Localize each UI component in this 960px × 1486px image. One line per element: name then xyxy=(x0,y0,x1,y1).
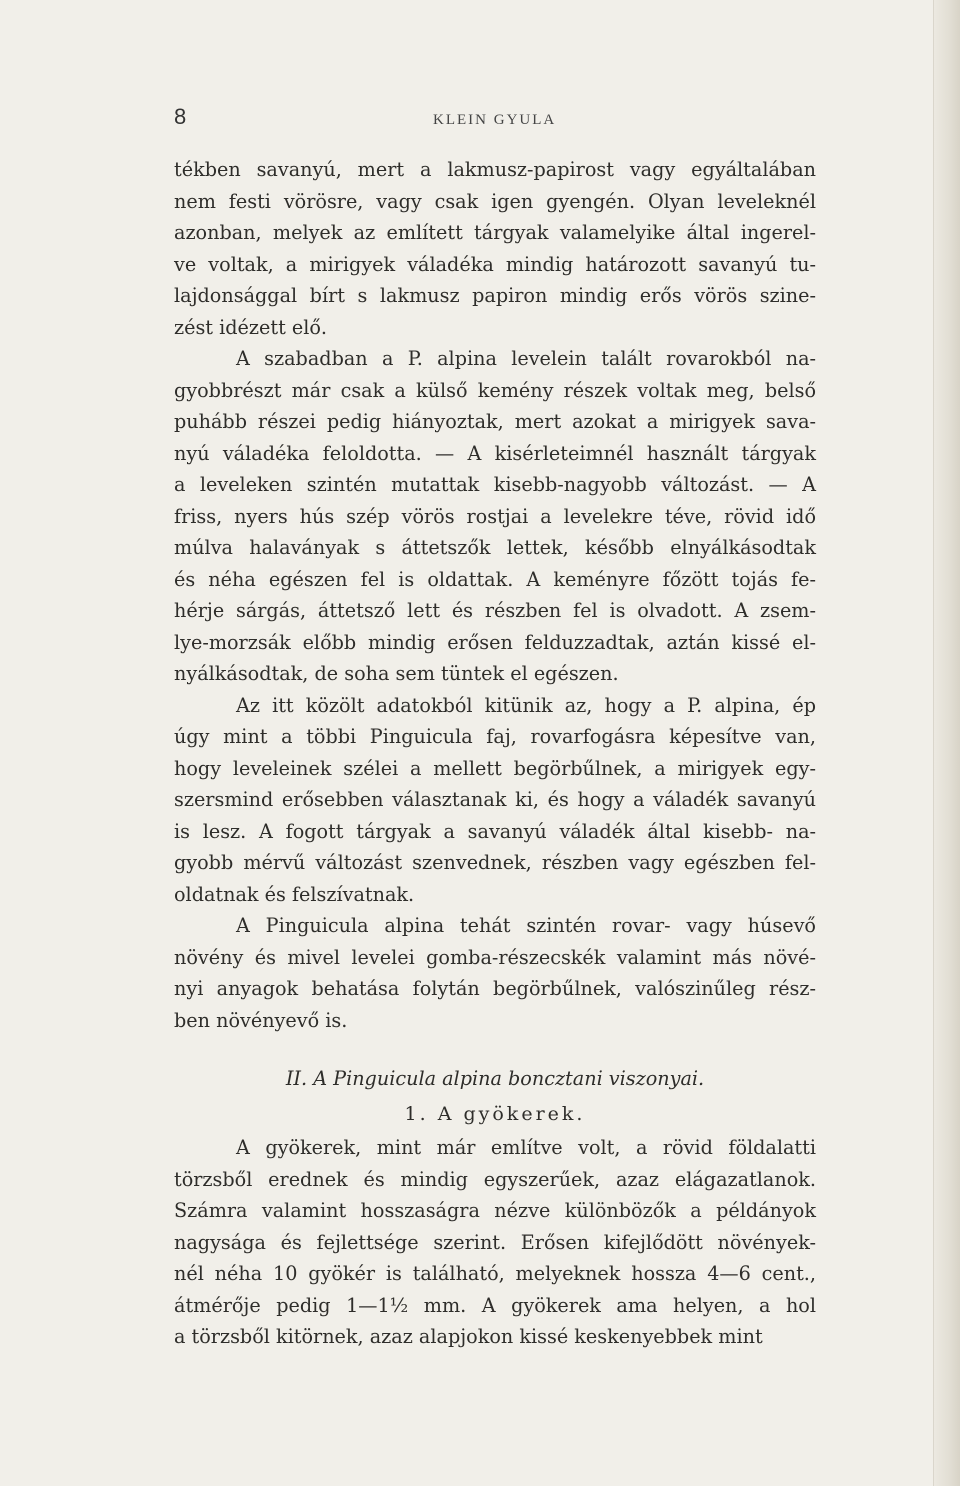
page-edge-shadow xyxy=(933,0,960,1486)
section-heading: II. A Pinguicula alpina boncztani viszonyai. xyxy=(285,1067,705,1090)
paragraphs-top xyxy=(174,154,816,1036)
text-line: és néha egészen fel is oldattak. A keményre főzött tojás fe- xyxy=(174,567,816,591)
paragraph xyxy=(174,343,816,690)
text-line: lajdonsággal bírt s lakmusz papiron mindig erős vörös szine- xyxy=(174,284,816,307)
text-line: zést idézett elő. xyxy=(174,315,328,339)
text-line: gyobbrészt már csak a külső kemény részek voltak meg, belső xyxy=(174,378,816,402)
text-line: nyálkásodtak, de soha sem tüntek el egészen. xyxy=(174,662,619,685)
text-line: A szabadban a P. alpina levelein talált rovarokból na- xyxy=(236,347,816,370)
text-line: nagysága és fejlettsége szerint. Erősen kifejlődött növények- xyxy=(174,1230,816,1254)
text-line: Számra valamint hosszaságra nézve különbözők a példányok xyxy=(174,1199,816,1222)
text-line: ve voltak, a mirigyek váladéka mindig határozott savanyú tu- xyxy=(174,252,816,276)
text-line: is lesz. A fogott tárgyak a savanyú váladék által kisebb- na- xyxy=(174,819,816,843)
paragraph xyxy=(174,1132,816,1353)
text-line: gyobb mérvű változást szenvednek, részben vagy egészben fel- xyxy=(174,851,816,874)
text-line: azonban, melyek az említett tárgyak valamelyike által ingerel- xyxy=(174,221,816,244)
text-line: Az itt közölt adatokból kitünik az, hogy a P. alpina, ép xyxy=(236,693,816,717)
paragraph xyxy=(174,154,816,343)
text-line: A gyökerek, mint már említve volt, a rövid földalatti xyxy=(236,1136,816,1159)
text-line: puhább részei pedig hiányoztak, mert azokat a mirigyek sava- xyxy=(174,410,816,433)
text-line: A Pinguicula alpina tehát szintén rovar- vagy húsevő xyxy=(236,914,816,937)
text-line: törzsből erednek és mindig egyszerűek, azaz elágazatlanok. xyxy=(174,1167,816,1191)
running-title: KLEIN GYULA xyxy=(433,112,557,128)
text-line: hérje sárgás, áttetsző lett és részben fel is olvadott. A zsem- xyxy=(174,599,816,622)
text-line: tékben savanyú, mert a lakmusz-papirost vagy egyáltalában xyxy=(174,158,816,181)
text-line: oldatnak és felszívatnak. xyxy=(174,882,415,906)
text-line: növény és mivel levelei gomba-részecskék valamint más növé- xyxy=(174,945,816,969)
text-line: úgy mint a többi Pinguicula faj, rovarfogásra képesítve van, xyxy=(174,725,816,748)
text-line: múlva halaványak s áttetszők lettek, később elnyálkásodtak xyxy=(174,536,816,559)
paragraphs-bottom xyxy=(174,1132,816,1353)
body-text xyxy=(174,154,816,1353)
text-line: nél néha 10 gyökér is található, melyeknek hossza 4—6 cent., xyxy=(174,1262,816,1285)
text-line: nem festi vörösre, vagy csak igen gyengén. Olyan leveleknél xyxy=(174,189,816,213)
text-line: nyi anyagok behatása folytán begörbűlnek, valószinűleg rész- xyxy=(174,977,816,1000)
text-line: átmérője pedig 1—1½ mm. A gyökerek ama helyen, a hol xyxy=(174,1293,816,1317)
text-line: szersmind erősebben választanak ki, és hogy a váladék savanyú xyxy=(174,788,816,811)
text-line: a leveleken szintén mutattak kisebb-nagyobb változást. — A xyxy=(174,473,816,496)
text-line: ben növényevő is. xyxy=(174,1008,348,1032)
page-header xyxy=(0,100,960,140)
text-line: friss, nyers hús szép vörös rostjai a levelekre téve, rövid idő xyxy=(174,504,816,528)
text-line: lye-morzsák előbb mindig erősen felduzzadtak, aztán kissé el- xyxy=(174,630,816,654)
text-line: a törzsből kitörnek, azaz alapjokon kissé keskenyebbek mint xyxy=(174,1325,763,1348)
subsection-heading: 1. A gyökerek. xyxy=(404,1102,586,1125)
text-line: hogy leveleinek szélei a mellett begörbűlnek, a mirigyek egy- xyxy=(174,756,816,780)
page-number: 8 xyxy=(174,104,187,129)
paragraph xyxy=(174,690,816,911)
text-line: nyú váladéka feloldotta. — A kisérleteimnél használt tárgyak xyxy=(174,441,816,465)
paragraph xyxy=(174,910,816,1036)
